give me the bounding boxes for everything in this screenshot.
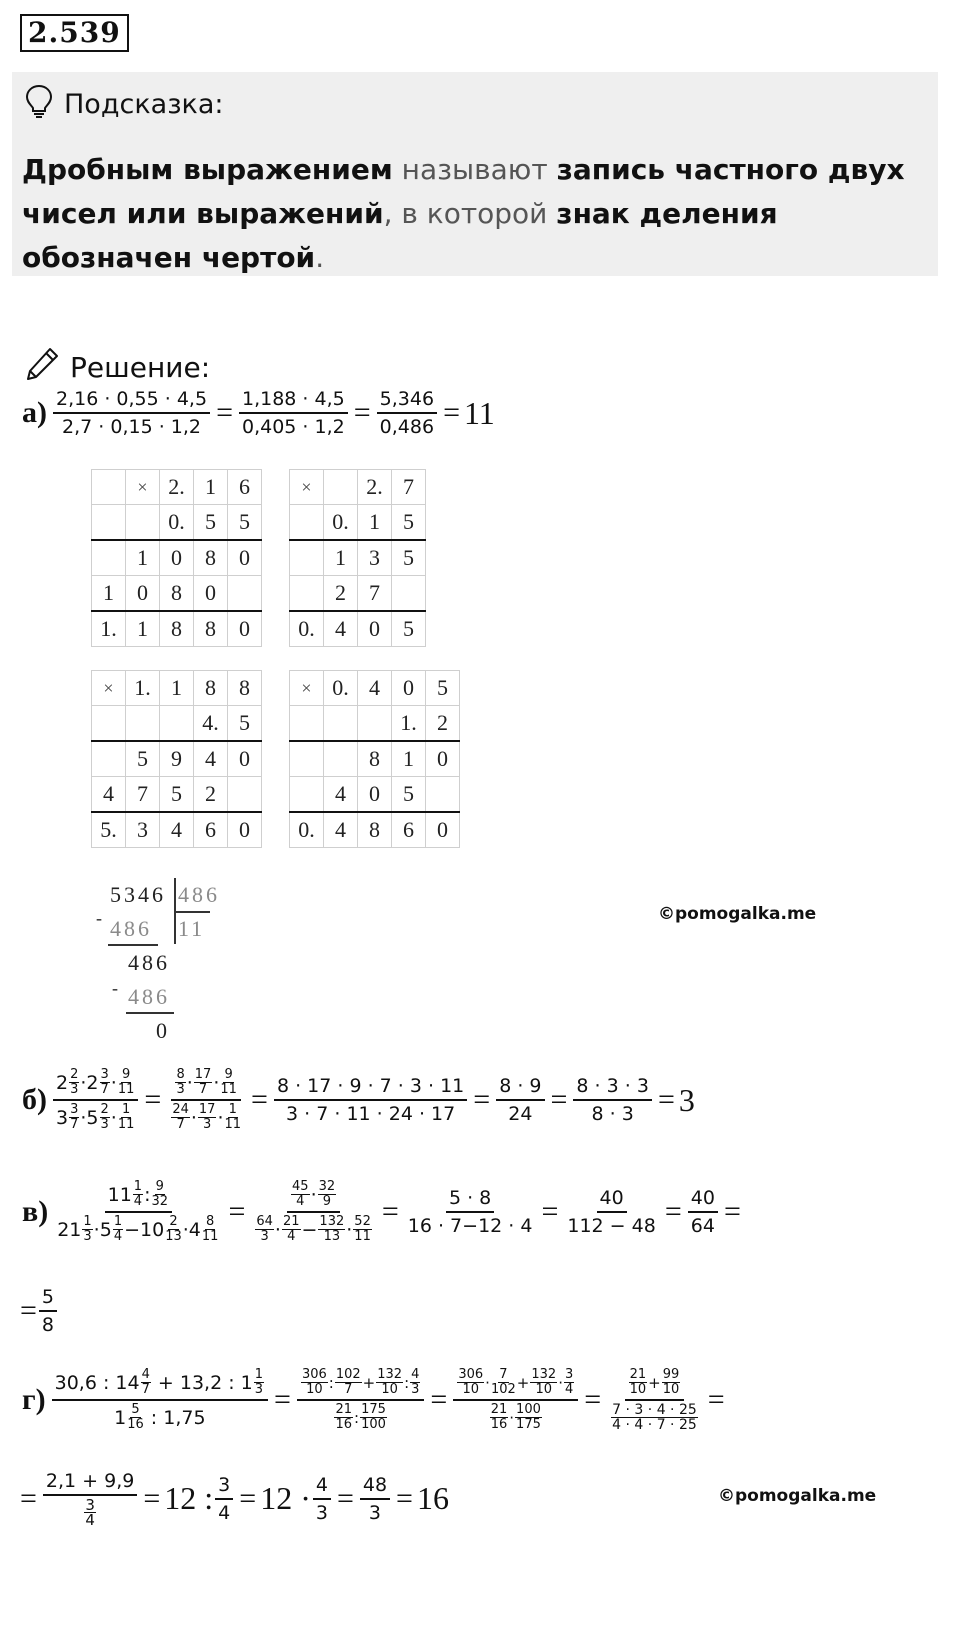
part-g-equation: г) 30,6 : 14 4 7 + 13,2 : 1 1 3 1 5 16 : 1,75 = 306 10 : 102 7 + $\frac{132}{10}$ : 4 3 21 16 : 175 100 = 306 10 · 7 102 + $\frac{132}{10}$ · 3 4 21 16 · 100 175 = 21 10 + $\frac{99}{10}$ $\frac{7 \cdot 3 \cdot 4 \cdot 25}{4 \cdot 4 \cdot 7 \cdot 25}$ = [22, 1367, 725, 1433]
grid-cell: 6 [228, 470, 262, 505]
fraction: $\frac{3}{4}$ [215, 1474, 233, 1524]
fraction [43, 1470, 137, 1527]
part-a-result: 11 [463, 394, 495, 431]
numerator: 8 · 9 [496, 1075, 544, 1101]
hint-text-segment: называют [392, 153, 557, 186]
grid-cell [358, 706, 392, 742]
fraction: $\frac{48}{3}$ [360, 1474, 390, 1524]
grid-cell: 2 [324, 576, 358, 612]
numerator: 40 [597, 1187, 627, 1213]
fraction [39, 1286, 57, 1336]
grid-cell [160, 706, 194, 742]
grid-cell: × [290, 671, 324, 706]
denominator: 0,405 · 1,2 [242, 416, 345, 438]
grid-cell: 8 [194, 540, 228, 576]
grid-cell [228, 576, 262, 612]
grid-cell: 4. [194, 706, 228, 742]
grid-cell: 0 [392, 671, 426, 706]
fraction [53, 1068, 138, 1132]
denominator: 64 3 · 21 4 − $\frac{132}{13}$ · 52 11 [256, 1214, 371, 1244]
task-number: 2.539 [20, 14, 129, 52]
numerator: 30,6 : 14 4 7 + 13,2 : 1 1 3 [52, 1368, 268, 1401]
hint-text-segment: , в которой [383, 197, 557, 230]
part-v-label: в) [22, 1195, 49, 1228]
subtrahend-2: 486 [128, 984, 170, 1009]
grid-cell: 5 [392, 505, 426, 541]
subtrahend-1: 486 [110, 916, 152, 941]
numerator: 8 3 · 17 7 · 9 11 [171, 1068, 240, 1101]
hint-text-segment: . [315, 241, 325, 274]
denominator: 1 5 16 : 1,75 [114, 1402, 206, 1432]
hint-text [22, 148, 927, 280]
grid-cell: 0. [160, 505, 194, 541]
grid-cell: 1 [194, 470, 228, 505]
grid-cell: 0 [194, 576, 228, 612]
grid-cell: 0 [228, 540, 262, 576]
fraction [564, 1187, 658, 1237]
grid-cell: 3 [358, 540, 392, 576]
fraction: $\frac{4}{3}$ [313, 1474, 331, 1524]
grid-cell [126, 505, 160, 541]
part-g-continued: = $\frac{2,1 + 9,9}{\frac{3}{4}}$ = 12 : $\frac{3}{4}$ = 12 · $\frac{4}{3}$ = $\frac{48}{3}$ = 16 [20, 1470, 449, 1529]
grid-cell: 4 [160, 812, 194, 848]
denominator: 2,7 · 0,15 · 1,2 [62, 416, 202, 438]
grid-cell: 0. [324, 671, 358, 706]
minus-sign: - [96, 908, 105, 928]
numerator: 2,16 · 0,55 · 4,5 [53, 388, 210, 414]
hint-header [24, 84, 224, 125]
part-b-label: б) [22, 1083, 47, 1116]
hint-title: Подсказка: [64, 89, 224, 120]
denominator: 16 · 7−12 · 4 [407, 1215, 533, 1237]
remainder-1: 486 [128, 950, 170, 975]
numerator: 1,188 · 4,5 [239, 388, 348, 414]
part-a-equation: а) $\frac{2,16 \cdot 0,55 \cdot 4,5}{2,7 \cdot 0,15 \cdot 1,2}$ = $\frac{1,188 \cdot 4,5}{0,405 \cdot 1,2}$ = $\frac{5,346}{0,486}$ = 11 [22, 388, 495, 438]
numerator: 21 10 + $\frac{99}{10}$ [625, 1368, 685, 1401]
grid-cell: 0 [228, 741, 262, 777]
denominator: 3 · 7 · 11 · 24 · 17 [286, 1103, 456, 1125]
grid-cell: 1 [160, 671, 194, 706]
grid-cell: 5 [160, 777, 194, 813]
fraction [496, 1075, 544, 1125]
grid-cell: 2 [194, 777, 228, 813]
grid-cell: 0 [426, 812, 460, 848]
pencil-icon [24, 346, 60, 389]
fraction [405, 1187, 536, 1237]
hint-text-segment: Дробным выражением [22, 153, 393, 186]
grid-cell: × [126, 470, 160, 505]
fraction [54, 1180, 222, 1244]
minus-sign: - [112, 978, 121, 998]
grid-cell: 5 [194, 505, 228, 541]
numerator: 306 10 · 7 102 + $\frac{132}{10}$ · 3 4 [453, 1368, 578, 1401]
grid-cell: 5 [426, 671, 460, 706]
grid-cell: 1 [126, 611, 160, 647]
grid-cell: 5. [92, 812, 126, 848]
numerator: 5 · 8 [446, 1187, 494, 1213]
grid-cell: 0 [426, 741, 460, 777]
grid-cell: 0. [290, 611, 324, 647]
denominator: 21 16 : 175 100 [335, 1402, 386, 1432]
grid-cell: 5 [392, 611, 426, 647]
numerator: 2,1 + 9,9 [43, 1470, 137, 1496]
part-v-continued: = $\frac{5}{8}$ [20, 1286, 59, 1336]
lightbulb-icon [24, 84, 54, 125]
part-b-equation: б) 2 2 3 · 2 3 7 · 9 11 3 3 7 · 5 2 3 · 1 11 = 8 3 · 17 7 · 9 11 24 7 · 17 3 · 1 11 = $\frac{8 \cdot 17 \cdot 9 \cdot 7 \cdot 3 \cdot 11}{3 \cdot 7 \cdot 11 \cdot 24 \cdot 17}$ = $\frac{8 \cdot 9}{24}$ = $\frac{8 \cdot 3 \cdot 3}{8 \cdot 3}$ = 3 [22, 1067, 695, 1132]
quotient: 11 [178, 916, 206, 941]
grid-cell: 1 [92, 576, 126, 612]
fraction [274, 1075, 467, 1125]
numerator: 8 · 17 · 9 · 7 · 3 · 11 [274, 1075, 467, 1101]
grid-cell: 4 [324, 777, 358, 813]
divisor: 486 [178, 882, 220, 907]
denominator: 8 [41, 1314, 55, 1336]
grid-cell: 8 [160, 576, 194, 612]
grid-cell: 7 [358, 576, 392, 612]
grid-cell: 3 [126, 812, 160, 848]
fraction [52, 1368, 268, 1432]
grid-cell [228, 777, 262, 813]
denominator: 21 16 · 100 175 [490, 1402, 541, 1432]
denominator: 24 7 · 17 3 · 1 11 [172, 1102, 242, 1132]
denominator: 21 1 3 · 5 1 4 − 10 2 13 · 4 8 11 [57, 1214, 219, 1244]
grid-cell: × [92, 671, 126, 706]
grid-cell [290, 741, 324, 777]
grid-cell: 4 [92, 777, 126, 813]
fraction [573, 1075, 652, 1125]
denominator: 0,486 [379, 416, 435, 438]
grid-cell: 8 [358, 741, 392, 777]
multiplication-grid-2 [289, 469, 426, 647]
fraction [251, 1180, 375, 1244]
grid-cell [324, 470, 358, 505]
grid-cell [92, 706, 126, 742]
grid-cell [290, 777, 324, 813]
grid-cell: 1. [392, 706, 426, 742]
grid-cell [426, 777, 460, 813]
fraction [167, 1068, 245, 1132]
grid-cell [290, 505, 324, 541]
numerator: 5,346 [377, 388, 437, 414]
grid-cell [92, 741, 126, 777]
solution-title: Решение: [70, 351, 211, 384]
denominator: 112 − 48 [567, 1215, 656, 1237]
part-v-equation: в) 11 1 4 : 9 32 21 1 3 · 5 1 4 − 10 2 13 · 4 8 11 = 45 4 · 32 9 64 3 · 21 4 − $\frac{132}{13}$ · 52 11 = $\frac{5 \cdot 8}{16 \cdot 7-12 \cdot 4}$ = $\frac{40}{112 - 48}$ = $\frac{40}{64}$ = [22, 1179, 741, 1244]
grid-cell: 5 [392, 540, 426, 576]
hint-text-segment: запись частного двух чисел или выражений [22, 153, 905, 230]
grid-cell [92, 470, 126, 505]
grid-cell [324, 706, 358, 742]
grid-cell [92, 505, 126, 541]
grid-cell: 0 [160, 540, 194, 576]
part-b-result: 3 [678, 1081, 695, 1118]
denominator: 3 3 7 · 5 2 3 · 1 11 [56, 1102, 135, 1132]
grid-cell [392, 576, 426, 612]
grid-cell: 1 [358, 505, 392, 541]
fraction [688, 1187, 718, 1237]
grid-cell: 0 [228, 812, 262, 848]
final-remainder: 0 [156, 1018, 170, 1043]
grid-cell [290, 576, 324, 612]
numerator: 5 [39, 1286, 57, 1312]
grid-cell: 7 [392, 470, 426, 505]
grid-cell: 2. [160, 470, 194, 505]
grid-cell: × [290, 470, 324, 505]
denominator: $\frac{7 \cdot 3 \cdot 4 \cdot 25}{4 \cdot 4 \cdot 7 \cdot 25}$ [612, 1402, 697, 1433]
grid-cell: 8 [160, 611, 194, 647]
denominator: 8 · 3 [591, 1103, 634, 1125]
grid-cell: 0 [126, 576, 160, 612]
grid-cell [290, 540, 324, 576]
grid-cell: 0. [324, 505, 358, 541]
grid-cell: 4 [358, 671, 392, 706]
grid-cell: 6 [194, 812, 228, 848]
fraction [453, 1368, 578, 1432]
watermark: ©pomogalka.me [658, 904, 817, 924]
fraction [377, 388, 437, 438]
part-a-label: а) [22, 396, 47, 429]
denominator: 24 [508, 1103, 533, 1125]
grid-cell: 0 [358, 777, 392, 813]
grid-cell [324, 741, 358, 777]
grid-cell [290, 706, 324, 742]
numerator: 40 [688, 1187, 718, 1213]
grid-cell: 1 [324, 540, 358, 576]
part-g-label: г) [22, 1383, 46, 1416]
fraction [607, 1368, 702, 1432]
grid-cell: 5 [126, 741, 160, 777]
denominator: $\frac{3}{4}$ [85, 1496, 95, 1529]
grid-cell: 7 [126, 777, 160, 813]
grid-cell: 0. [290, 812, 324, 848]
grid-cell [92, 540, 126, 576]
numerator: 45 4 · 32 9 [287, 1180, 340, 1213]
grid-cell: 8 [194, 611, 228, 647]
part-g-result: 16 [416, 1480, 449, 1516]
numerator: 11 1 4 : 9 32 [105, 1180, 172, 1213]
grid-cell: 4 [324, 812, 358, 848]
hint-text-segment: знак деления обозначен чертой [22, 197, 778, 274]
grid-cell: 8 [194, 671, 228, 706]
numerator: 2 2 3 · 2 3 7 · 9 11 [53, 1068, 138, 1101]
grid-cell: 8 [228, 671, 262, 706]
grid-cell [126, 706, 160, 742]
grid-cell: 5 [228, 505, 262, 541]
grid-cell: 1. [126, 671, 160, 706]
grid-cell: 2 [426, 706, 460, 742]
numerator: 8 · 3 · 3 [573, 1075, 652, 1101]
fraction [297, 1368, 424, 1432]
numerator: 306 10 : 102 7 + $\frac{132}{10}$ : 4 3 [297, 1368, 424, 1401]
fraction [53, 388, 210, 438]
grid-cell: 0 [358, 611, 392, 647]
grid-cell: 1 [392, 741, 426, 777]
grid-cell: 9 [160, 741, 194, 777]
fraction [239, 388, 348, 438]
multiplication-grid-3 [91, 670, 262, 848]
grid-cell: 1 [126, 540, 160, 576]
dividend: 5346 [110, 882, 166, 907]
solution-header [24, 346, 210, 389]
grid-cell: 0 [228, 611, 262, 647]
hint-box [12, 72, 938, 276]
grid-cell: 4 [324, 611, 358, 647]
grid-cell: 5 [228, 706, 262, 742]
grid-cell: 6 [392, 812, 426, 848]
multiplication-grid-4 [289, 670, 460, 848]
long-division [90, 878, 240, 1048]
grid-cell: 1. [92, 611, 126, 647]
watermark: ©pomogalka.me [718, 1486, 877, 1506]
grid-cell: 5 [392, 777, 426, 813]
grid-cell: 4 [194, 741, 228, 777]
denominator: 64 [690, 1215, 715, 1237]
grid-cell: 2. [358, 470, 392, 505]
multiplication-grid-1 [91, 469, 262, 647]
grid-cell: 8 [358, 812, 392, 848]
